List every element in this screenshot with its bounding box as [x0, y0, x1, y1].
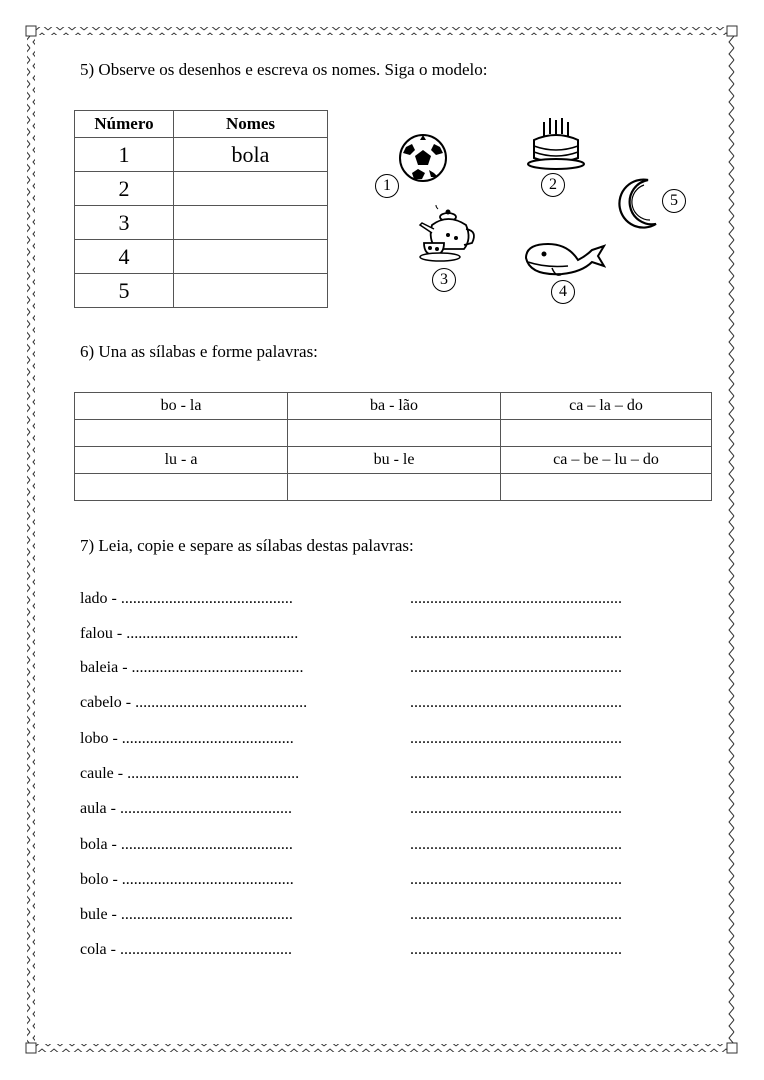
list-item: [80, 941, 292, 959]
q7-title: 7) Leia, copie e separe as sílabas destas palavras:: [80, 536, 414, 555]
syllables-cell: bo - la: [75, 393, 288, 420]
separate-line[interactable]: .....................................................: [410, 800, 622, 817]
picture-label-5: 5: [662, 189, 686, 213]
separate-line[interactable]: .....................................................: [410, 765, 622, 782]
separate-line[interactable]: .....................................................: [410, 871, 622, 888]
word: baleia -: [80, 659, 128, 676]
table-row: [75, 138, 328, 172]
table-row: [75, 420, 712, 447]
list-item: [80, 694, 307, 712]
word: bule -: [80, 906, 117, 923]
separate-line[interactable]: .....................................................: [410, 836, 622, 853]
row-number: 3: [75, 206, 174, 240]
copy-line[interactable]: ...........................................: [120, 836, 293, 853]
answer-cell[interactable]: [75, 474, 288, 501]
q6-title: 6) Una as sílabas e forme palavras:: [80, 342, 318, 361]
syllables-cell: bu - le: [288, 447, 501, 474]
row-name-blank[interactable]: [174, 172, 328, 206]
row-name-answer: bola: [174, 138, 328, 172]
moon-icon: [618, 176, 664, 230]
header-nomes: Nomes: [174, 111, 328, 138]
copy-line[interactable]: ...........................................: [120, 906, 293, 923]
list-item: [80, 659, 304, 677]
separate-line[interactable]: .....................................................: [410, 730, 622, 747]
names-table: [74, 110, 328, 308]
word: caule -: [80, 765, 124, 782]
list-item: [80, 906, 293, 924]
syllables-cell: ca – la – do: [501, 393, 712, 420]
row-number: 2: [75, 172, 174, 206]
row-name-blank[interactable]: [174, 274, 328, 308]
separate-line[interactable]: .....................................................: [410, 694, 622, 711]
picture-label-2: 2: [541, 173, 565, 197]
word: bola -: [80, 836, 117, 853]
word: lobo -: [80, 730, 118, 747]
syllables-table: [74, 392, 712, 501]
picture-label-4: 4: [551, 280, 575, 304]
list-item: [80, 871, 294, 889]
copy-line[interactable]: ...........................................: [131, 659, 304, 676]
table-row: [75, 274, 328, 308]
row-name-blank[interactable]: [174, 206, 328, 240]
table-row: [75, 240, 328, 274]
row-number: 1: [75, 138, 174, 172]
word: lado -: [80, 590, 117, 607]
syllables-cell: lu - a: [75, 447, 288, 474]
copy-line[interactable]: ...........................................: [121, 871, 294, 888]
separate-line[interactable]: .....................................................: [410, 659, 622, 676]
word: cola -: [80, 941, 116, 958]
birthday-cake-icon: [524, 114, 588, 172]
separate-line[interactable]: .....................................................: [410, 906, 622, 923]
list-item: [80, 730, 294, 748]
q5-title: 5) Observe os desenhos e escreva os nomes. Siga o modelo:: [80, 60, 488, 79]
header-numero: Número: [75, 111, 174, 138]
word: aula -: [80, 800, 116, 817]
table-row: [75, 447, 712, 474]
syllables-cell: ba - lão: [288, 393, 501, 420]
syllables-cell: ca – be – lu – do: [501, 447, 712, 474]
whale-icon: [522, 238, 606, 282]
answer-cell[interactable]: [501, 474, 712, 501]
row-number: 4: [75, 240, 174, 274]
word: falou -: [80, 625, 123, 642]
soccer-ball-icon: [398, 133, 448, 183]
separate-line[interactable]: .....................................................: [410, 590, 622, 607]
word: bolo -: [80, 871, 118, 888]
answer-cell[interactable]: [288, 420, 501, 447]
answer-cell[interactable]: [75, 420, 288, 447]
word: cabelo -: [80, 694, 132, 711]
list-item: [80, 625, 298, 643]
list-item: [80, 765, 299, 783]
copy-line[interactable]: ...........................................: [126, 625, 299, 642]
table-row: [75, 172, 328, 206]
table-row: [75, 474, 712, 501]
row-name-blank[interactable]: [174, 240, 328, 274]
picture-label-3: 3: [432, 268, 456, 292]
picture-label-1: 1: [375, 174, 399, 198]
separate-line[interactable]: .....................................................: [410, 941, 622, 958]
list-item: [80, 836, 293, 854]
list-item: [80, 800, 292, 818]
copy-line[interactable]: ...........................................: [127, 765, 300, 782]
copy-line[interactable]: ...........................................: [120, 590, 293, 607]
copy-line[interactable]: ...........................................: [121, 730, 294, 747]
list-item: [80, 590, 293, 608]
answer-cell[interactable]: [501, 420, 712, 447]
teapot-icon: [414, 205, 480, 267]
row-number: 5: [75, 274, 174, 308]
table-row: [75, 393, 712, 420]
copy-line[interactable]: ...........................................: [119, 941, 292, 958]
answer-cell[interactable]: [288, 474, 501, 501]
separate-line[interactable]: .....................................................: [410, 625, 622, 642]
copy-line[interactable]: ...........................................: [135, 694, 308, 711]
table-row: [75, 206, 328, 240]
copy-line[interactable]: ...........................................: [119, 800, 292, 817]
